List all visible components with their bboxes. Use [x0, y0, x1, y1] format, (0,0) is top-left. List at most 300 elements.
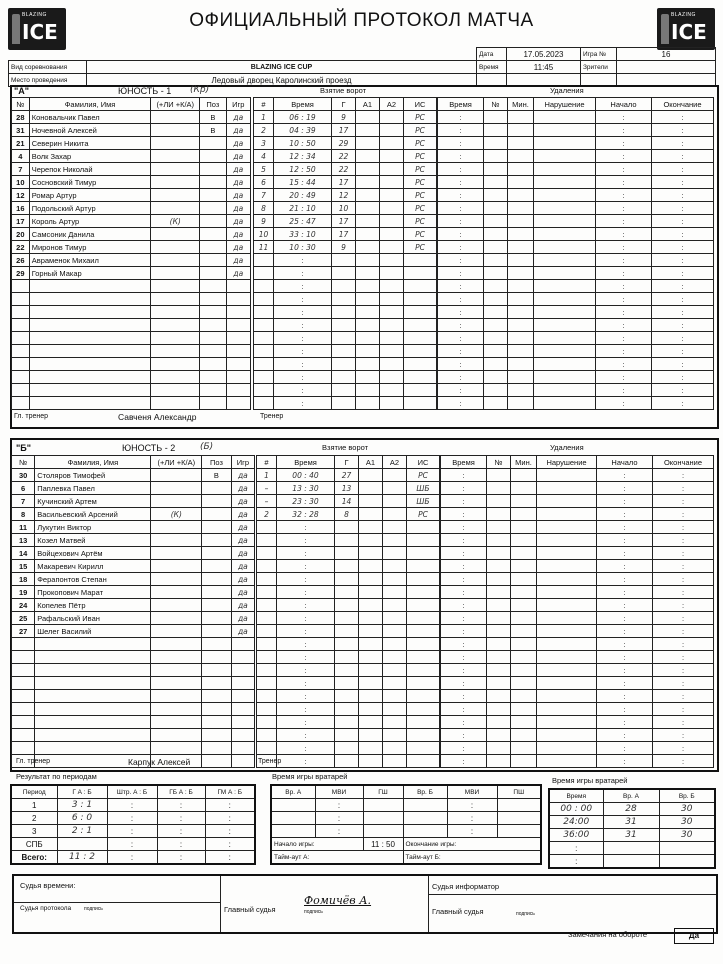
empty-cell: :: [441, 677, 487, 690]
empty-cell: [487, 469, 511, 482]
empty-cell: [484, 397, 508, 410]
empty-cell: [383, 560, 407, 573]
empty-cell: [202, 638, 232, 651]
empty-cell: :: [652, 384, 714, 397]
goal-scorer: 9: [332, 111, 356, 124]
empty-cell: :: [447, 799, 497, 812]
goal-situation: РС: [404, 137, 437, 150]
table-row: [12, 241, 251, 254]
player-played: да: [226, 254, 250, 267]
empty-cell: :: [438, 371, 484, 384]
table-row: [438, 202, 714, 215]
table-row: [257, 612, 440, 625]
goal-second: 10: [306, 203, 316, 213]
empty-cell: [484, 189, 508, 202]
player-name: Васильевский Арсений: [35, 508, 151, 521]
header-cell: МВИ: [447, 785, 497, 799]
header-cell: Поз: [200, 98, 227, 111]
table-row: [12, 358, 251, 371]
empty-cell: [487, 625, 511, 638]
period-label: Всего:: [11, 851, 57, 865]
empty-cell: [335, 521, 359, 534]
empty-cell: [200, 332, 227, 345]
player-position: [202, 482, 232, 495]
goal-situation: РС: [407, 508, 440, 521]
table-row: [12, 371, 251, 384]
empty-cell: [484, 111, 508, 124]
player-position: [202, 625, 232, 638]
empty-cell: [231, 716, 254, 729]
table-row: [438, 124, 714, 137]
empty-cell: :: [652, 189, 714, 202]
header-cell: ГШ: [363, 785, 403, 799]
player-played: да: [231, 534, 254, 547]
table-row: [254, 202, 437, 215]
table-row: [12, 163, 251, 176]
goal-second: 30: [309, 496, 319, 506]
empty-cell: :: [652, 267, 714, 280]
table-row: [12, 150, 251, 163]
empty-cell: [534, 163, 596, 176]
header-cell: А1: [359, 456, 383, 469]
empty-cell: [12, 293, 30, 306]
empty-cell: [257, 547, 277, 560]
header-cell: Время: [549, 789, 603, 803]
goal-second: 30: [309, 483, 319, 493]
goal-scorer: 8: [335, 508, 359, 521]
header-cell: ГБ А : Б: [157, 785, 205, 799]
header-cell: А2: [380, 98, 404, 111]
empty-cell: [511, 612, 537, 625]
empty-cell: [335, 625, 359, 638]
empty-cell: [335, 742, 359, 755]
table-row: [12, 534, 255, 547]
header-cell: Начало: [597, 456, 653, 469]
goal-assist-1: [356, 241, 380, 254]
empty-cell: [407, 547, 440, 560]
player-name: Паплевка Павел: [35, 482, 151, 495]
empty-cell: [257, 742, 277, 755]
empty-cell: [359, 547, 383, 560]
player-position: [200, 228, 227, 241]
header-cell: Поз: [202, 456, 232, 469]
empty-cell: :: [441, 599, 487, 612]
gkr-row: [549, 855, 715, 869]
player-name: Войцехович Артём: [35, 547, 151, 560]
empty-cell: [534, 345, 596, 358]
empty-cell: [12, 306, 30, 319]
table-row: [257, 508, 440, 521]
table-row: [254, 215, 437, 228]
empty-cell: [29, 306, 151, 319]
empty-cell: [359, 625, 383, 638]
empty-cell: [29, 384, 151, 397]
empty-cell: :: [653, 703, 714, 716]
goal-assist-2: [380, 189, 404, 202]
empty-cell: [508, 254, 534, 267]
table-row: [12, 280, 251, 293]
empty-cell: [497, 799, 541, 812]
player-mark: [151, 111, 200, 124]
empty-cell: [603, 855, 659, 869]
player-name: Коновальчик Павел: [29, 111, 151, 124]
table-row: [12, 345, 251, 358]
empty-cell: :: [596, 176, 652, 189]
table-row: [438, 150, 714, 163]
empty-cell: [332, 280, 356, 293]
header-cell: Мин.: [508, 98, 534, 111]
empty-cell: [226, 293, 250, 306]
empty-cell: [12, 332, 30, 345]
goal-situation: РС: [404, 124, 437, 137]
header-cell: Фамилия, Имя: [35, 456, 151, 469]
end-label: Окончание игры:: [403, 838, 541, 851]
empty-cell: [202, 716, 232, 729]
player-played: да: [226, 150, 250, 163]
empty-cell: [12, 345, 30, 358]
goal-assist-2: [380, 150, 404, 163]
chief-judge-signature: Фомичёв А.: [304, 894, 372, 907]
goal-second: 50: [306, 138, 316, 148]
empty-cell: [12, 280, 30, 293]
player-played: да: [231, 586, 254, 599]
table-row: [12, 384, 251, 397]
empty-cell: [231, 729, 254, 742]
empty-cell: [508, 150, 534, 163]
empty-cell: :: [107, 812, 157, 825]
empty-cell: [537, 469, 597, 482]
empty-cell: :: [441, 469, 487, 482]
table-row: [12, 703, 255, 716]
empty-cell: [383, 599, 407, 612]
gk-row: [271, 825, 541, 838]
empty-cell: :: [438, 163, 484, 176]
empty-cell: [257, 625, 277, 638]
team-a-name: ЮНОСТЬ - 1: [118, 86, 172, 96]
player-name: Рафальский Иван: [35, 612, 151, 625]
empty-cell: [407, 755, 440, 768]
empty-cell: :: [653, 521, 714, 534]
empty-cell: :: [441, 586, 487, 599]
player-position: [202, 612, 232, 625]
player-name: Прокопович Марат: [35, 586, 151, 599]
empty-cell: [404, 371, 437, 384]
player-mark: [151, 573, 202, 586]
empty-cell: [511, 547, 537, 560]
header-cell: Штр. А : Б: [107, 785, 157, 799]
empty-cell: :: [447, 825, 497, 838]
empty-cell: [257, 729, 277, 742]
empty-cell: :: [597, 547, 653, 560]
empty-cell: :: [438, 241, 484, 254]
empty-cell: [12, 729, 35, 742]
empty-cell: [151, 345, 200, 358]
empty-cell: [12, 690, 35, 703]
player-number: 10: [12, 176, 30, 189]
empty-cell: [151, 397, 200, 410]
empty-cell: :: [277, 664, 335, 677]
table-row: [257, 703, 440, 716]
empty-cell: :: [441, 742, 487, 755]
empty-cell: [407, 677, 440, 690]
player-position: [202, 599, 232, 612]
empty-cell: :: [596, 163, 652, 176]
table-row: [12, 560, 255, 573]
table-row: [438, 319, 714, 332]
table-row: [441, 690, 714, 703]
empty-cell: [200, 345, 227, 358]
goal-scorer: 9: [332, 241, 356, 254]
start-time: 11 : 50: [363, 838, 403, 851]
penalties-title-b: Удаления: [550, 443, 584, 452]
empty-cell: :: [597, 729, 653, 742]
empty-cell: :: [596, 345, 652, 358]
empty-cell: :: [277, 690, 335, 703]
table-row: [12, 137, 251, 150]
empty-cell: [537, 573, 597, 586]
empty-cell: :: [107, 799, 157, 812]
player-name: Черепок Николай: [29, 163, 151, 176]
table-row: [257, 482, 440, 495]
empty-cell: :: [653, 638, 714, 651]
table-row: [254, 293, 437, 306]
empty-cell: [537, 664, 597, 677]
player-mark: [151, 521, 202, 534]
empty-cell: :: [597, 508, 653, 521]
empty-cell: :: [277, 534, 335, 547]
empty-cell: [534, 241, 596, 254]
empty-cell: :: [653, 508, 714, 521]
empty-cell: :: [549, 855, 603, 869]
empty-cell: [335, 690, 359, 703]
gk-time-title: Время игры вратарей: [272, 772, 348, 781]
goal-assist-1: [356, 228, 380, 241]
player-mark: [151, 228, 200, 241]
table-row: [12, 215, 251, 228]
empty-cell: [29, 371, 151, 384]
empty-cell: :: [652, 254, 714, 267]
gk-header: [271, 785, 541, 799]
empty-cell: [226, 280, 250, 293]
empty-cell: :: [277, 521, 335, 534]
empty-cell: [151, 664, 202, 677]
goal-minute: 13: [292, 483, 302, 493]
player-played: да: [231, 495, 254, 508]
table-row: [441, 742, 714, 755]
empty-cell: :: [597, 599, 653, 612]
empty-cell: :: [438, 150, 484, 163]
goal-assist-2: [383, 482, 407, 495]
header-cell: Вр. Б: [403, 785, 447, 799]
empty-cell: [12, 358, 30, 371]
goal-time: 21 : 10: [274, 202, 332, 215]
goal-situation: РС: [404, 202, 437, 215]
empty-cell: [359, 755, 383, 768]
table-row: [441, 612, 714, 625]
team-a-trainer-label: Тренер: [260, 413, 284, 420]
empty-cell: :: [596, 228, 652, 241]
empty-cell: [383, 716, 407, 729]
player-played: да: [231, 547, 254, 560]
goals-title-b: Взятие ворот: [322, 443, 369, 452]
empty-cell: :: [549, 842, 603, 855]
empty-cell: :: [441, 625, 487, 638]
player-position: [202, 534, 232, 547]
empty-cell: [534, 306, 596, 319]
player-position: [200, 267, 227, 280]
player-mark: [151, 495, 202, 508]
empty-cell: :: [277, 612, 335, 625]
empty-cell: :: [597, 651, 653, 664]
player-played: да: [231, 482, 254, 495]
empty-cell: :: [277, 729, 335, 742]
empty-cell: [487, 482, 511, 495]
goal-minute: 32: [292, 509, 302, 519]
goal-time: 20 : 49: [274, 189, 332, 202]
empty-cell: [231, 690, 254, 703]
goal-scorer: 27: [335, 469, 359, 482]
empty-cell: :: [596, 358, 652, 371]
empty-cell: :: [597, 664, 653, 677]
table-row: [12, 664, 255, 677]
table-row: [12, 521, 255, 534]
table-row: [12, 729, 255, 742]
chief-judge2-label: Главный судья: [432, 907, 484, 916]
table-row: [257, 690, 440, 703]
empty-cell: :: [596, 384, 652, 397]
empty-cell: [335, 547, 359, 560]
table-row: [12, 742, 255, 755]
goal-assist-2: [380, 163, 404, 176]
empty-cell: [404, 384, 437, 397]
header-cell: №: [12, 456, 35, 469]
time-judge-label: Судья времени:: [20, 881, 76, 890]
goal-time: 10 : 50: [274, 137, 332, 150]
empty-cell: :: [274, 397, 332, 410]
empty-cell: [534, 280, 596, 293]
table-row: [12, 124, 251, 137]
empty-cell: [335, 638, 359, 651]
goal-assist-1: [356, 163, 380, 176]
empty-cell: :: [157, 825, 205, 838]
empty-cell: [508, 189, 534, 202]
empty-cell: [200, 371, 227, 384]
empty-cell: [226, 358, 250, 371]
empty-cell: :: [597, 612, 653, 625]
empty-cell: :: [438, 267, 484, 280]
empty-cell: [508, 358, 534, 371]
empty-cell: [537, 482, 597, 495]
player-mark: [151, 189, 200, 202]
start-label: Начало игры:: [271, 838, 363, 851]
player-mark: [151, 586, 202, 599]
table-row: [441, 586, 714, 599]
empty-cell: [151, 332, 200, 345]
empty-cell: [511, 586, 537, 599]
player-number: 21: [12, 137, 30, 150]
empty-cell: [487, 508, 511, 521]
page-title: ОФИЦИАЛЬНЫЙ ПРОТОКОЛ МАТЧА: [189, 10, 534, 31]
empty-cell: [537, 716, 597, 729]
gk-change-time: 24:00: [549, 816, 603, 829]
empty-cell: :: [438, 306, 484, 319]
empty-cell: :: [653, 482, 714, 495]
goal-assist-2: [380, 176, 404, 189]
empty-cell: [363, 825, 403, 838]
player-position: [200, 254, 227, 267]
goal-minute: 06: [289, 112, 299, 122]
empty-cell: [29, 358, 151, 371]
empty-cell: [484, 163, 508, 176]
team-a-tag: "А": [14, 86, 30, 96]
empty-cell: [404, 345, 437, 358]
empty-cell: :: [438, 358, 484, 371]
empty-cell: :: [653, 651, 714, 664]
empty-cell: [484, 332, 508, 345]
empty-cell: :: [597, 677, 653, 690]
empty-cell: :: [652, 345, 714, 358]
empty-cell: [484, 137, 508, 150]
empty-cell: [537, 508, 597, 521]
empty-cell: :: [652, 163, 714, 176]
empty-cell: [29, 280, 151, 293]
empty-cell: :: [652, 319, 714, 332]
empty-cell: [335, 612, 359, 625]
protocol-judge-label: Судья протокола: [20, 905, 72, 912]
table-row: [12, 111, 251, 124]
empty-cell: :: [441, 495, 487, 508]
empty-cell: [200, 280, 227, 293]
table-row: [12, 651, 255, 664]
empty-cell: [332, 319, 356, 332]
empty-cell: [356, 267, 380, 280]
empty-cell: [487, 599, 511, 612]
empty-cell: [332, 293, 356, 306]
empty-cell: [484, 358, 508, 371]
empty-cell: [511, 560, 537, 573]
table-row: [254, 319, 437, 332]
table-row: [254, 176, 437, 189]
table-row: [438, 111, 714, 124]
empty-cell: :: [596, 371, 652, 384]
empty-cell: :: [441, 612, 487, 625]
table-row: [257, 586, 440, 599]
goal-assist-1: [356, 202, 380, 215]
goal-situation: РС: [404, 241, 437, 254]
table-row: [12, 267, 251, 280]
empty-cell: :: [653, 495, 714, 508]
table-row: [254, 241, 437, 254]
goal-assist-2: [380, 241, 404, 254]
player-position: [200, 241, 227, 254]
empty-cell: [511, 690, 537, 703]
empty-cell: :: [441, 729, 487, 742]
empty-cell: [534, 358, 596, 371]
empty-cell: [487, 690, 511, 703]
empty-cell: [508, 293, 534, 306]
player-number: 31: [12, 124, 30, 137]
empty-cell: :: [597, 482, 653, 495]
empty-cell: [511, 469, 537, 482]
gk-b: 30: [659, 803, 715, 816]
empty-cell: [12, 677, 35, 690]
player-mark: [151, 599, 202, 612]
empty-cell: :: [652, 371, 714, 384]
empty-cell: [380, 332, 404, 345]
player-position: В: [202, 469, 232, 482]
player-mark: [151, 547, 202, 560]
empty-cell: :: [596, 267, 652, 280]
